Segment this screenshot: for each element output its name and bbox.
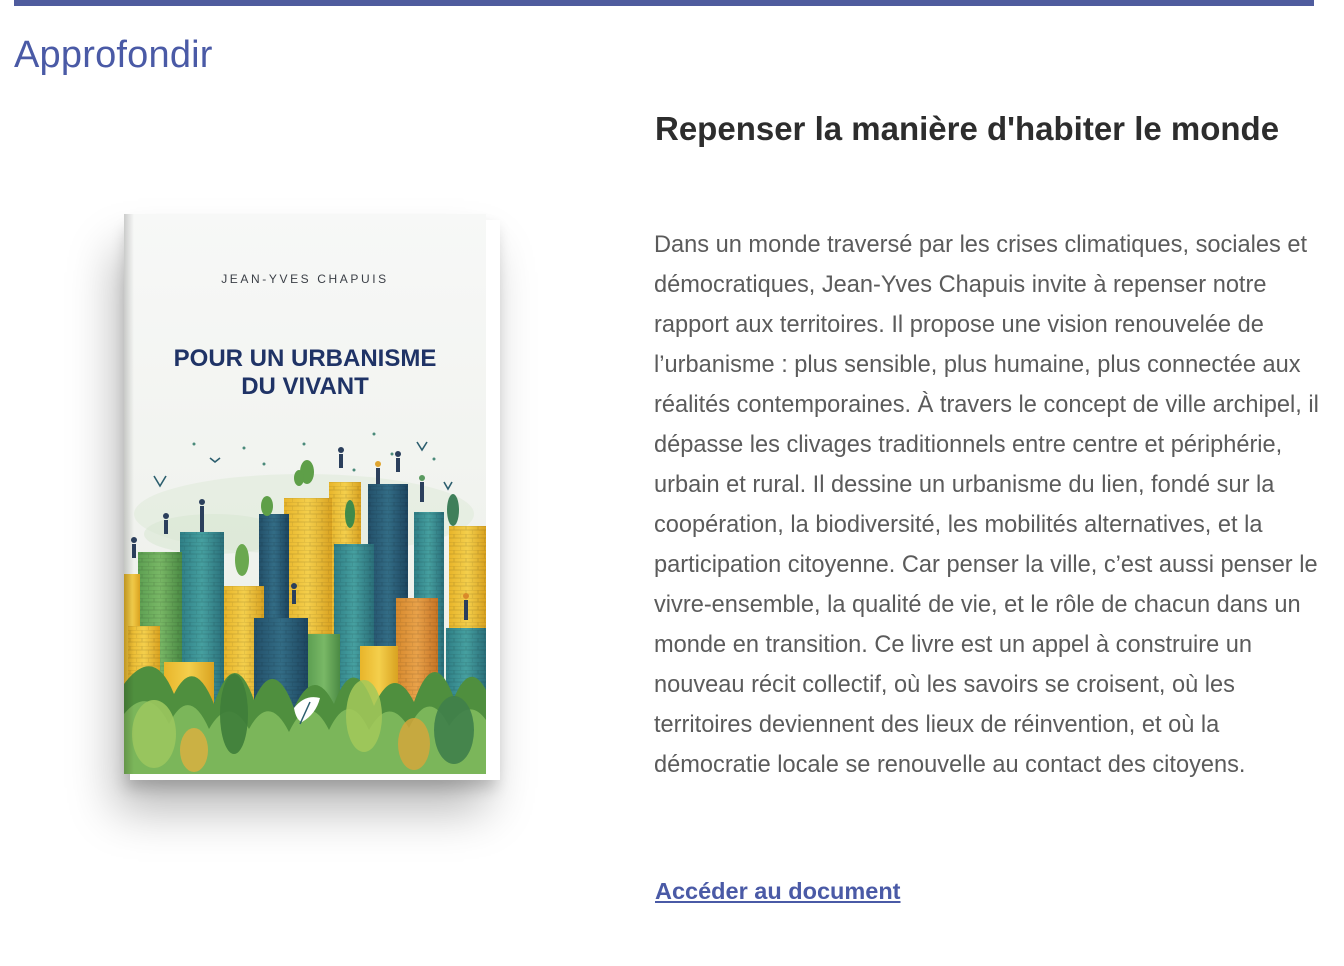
- article-title: Repenser la manière d'habiter le monde: [655, 110, 1280, 147]
- book-cover-image: [14, 100, 604, 890]
- book-author: JEAN-YVES CHAPUIS: [221, 272, 389, 286]
- top-divider: [14, 0, 1314, 6]
- book-cover-art: [124, 214, 486, 774]
- book-cover: [124, 214, 486, 774]
- access-document-link[interactable]: Accéder au document: [655, 878, 901, 904]
- book-title-line2: DU VIVANT: [241, 373, 369, 400]
- section-title: Approfondir: [14, 34, 213, 76]
- article-description: Dans un monde traversé par les crises climatiques, sociales et démocratiques, Jean-Yves Chapuis invite à repenser notre rapport aux territoires. Il propose une vision renouvelée de l’urbanisme : plus sensible, plus humaine, plus connectée aux réalités contemporaines. À travers le concept de ville archipel, il dépasse les clivages traditionnels entre centre et périphérie, urbain et rural. Il dessine un urbanisme du lien, fondé sur la coopération, la biodiversité, les mobilités alternatives, et la participation citoyenne. Car penser la ville, c’est aussi penser le vivre-ensemble, la qualité de vie, et le rôle de chacun dans un monde en transition. Ce livre est un appel à construire un nouveau récit collectif, où les savoirs se croisent, où les territoires deviennent des lieux de réinvention, et où la démocratie locale se renouvelle au contact des citoyens.: [654, 232, 1319, 778]
- book-title-line1: POUR UN URBANISME: [173, 345, 437, 372]
